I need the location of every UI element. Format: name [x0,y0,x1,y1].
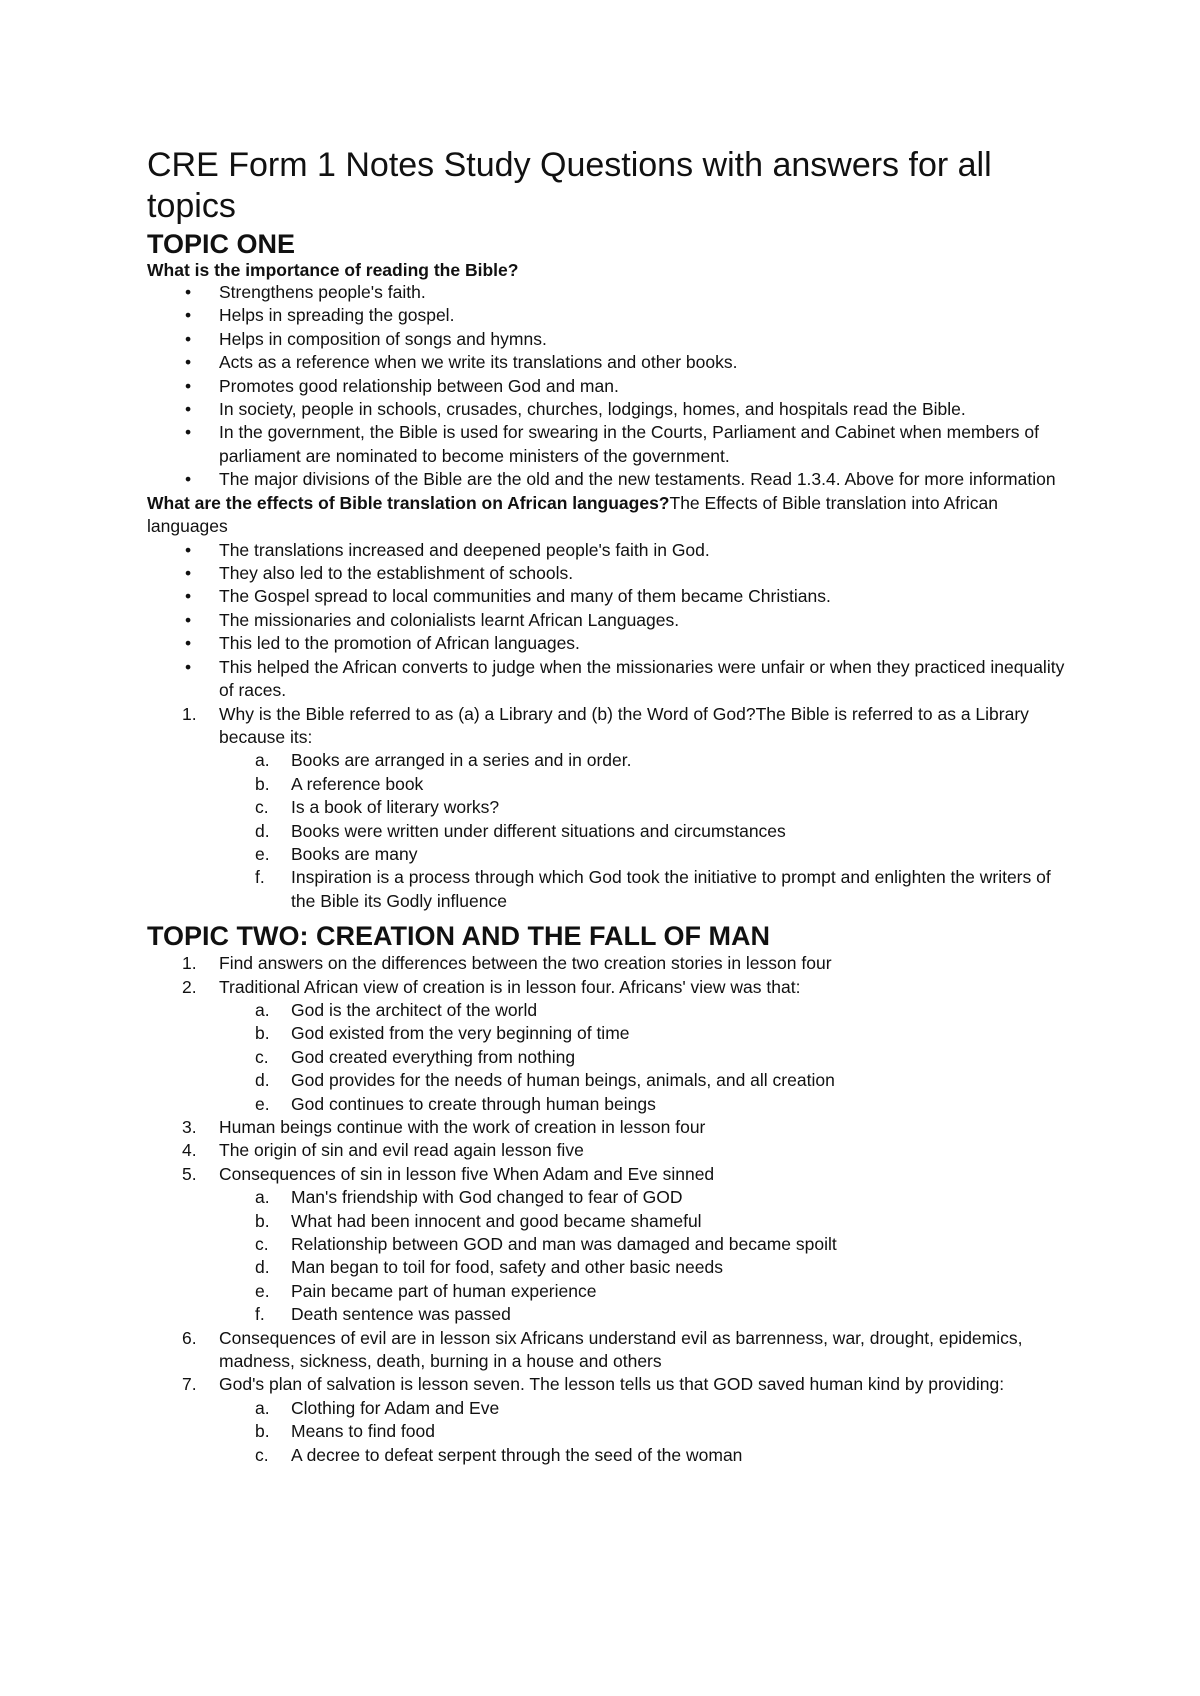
letter-marker: a. [255,1187,270,1208]
letter-marker: c. [255,797,269,818]
numbered-item-text: Consequences of sin in lesson five When Adam and Eve sinned [219,1163,715,1184]
numbered-item-text: Traditional African view of creation is in lesson four. Africans' view was that: [219,976,801,997]
list-item-text: They also led to the establishment of schools. [219,563,574,584]
sub-list [219,1186,1072,1326]
sub-item [147,1069,1072,1092]
letter-marker: e. [255,1280,270,1301]
sub-item-text: A decree to defeat serpent through the seed of the woman [291,1444,743,1465]
question-importance-of-bible: What is the importance of reading the Bible? [147,260,519,280]
sub-item-text: God is the architect of the world [291,999,538,1020]
list-item-text: The major divisions of the Bible are the old and the new testaments. Read 1.3.4. Above for more information [219,469,1056,490]
bullet-marker: • [185,305,192,326]
letter-marker: a. [255,999,270,1020]
numbered-item [147,952,1072,975]
list-item [147,421,1072,468]
list-item-text: Helps in spreading the gospel. [219,305,455,326]
number-marker: 7. [182,1374,197,1395]
number-marker: 3. [182,1117,197,1137]
bullet-marker: • [185,563,192,584]
sub-item [147,1444,1072,1467]
bullet-marker: • [185,399,192,420]
list-item [147,539,1072,562]
list-item [147,585,1072,608]
bullet-marker: • [185,539,192,560]
letter-marker: b. [255,1210,270,1231]
sub-item-text: Is a book of literary works? [291,797,500,818]
list-item-text: Promotes good relationship between God and man. [219,375,619,396]
sub-item [147,843,1072,866]
bullet-marker: • [185,469,192,490]
numbered-item-text: God's plan of salvation is lesson seven. The lesson tells us that GOD saved human kind by providing: [219,1374,1005,1395]
topic-two-numbered-list [147,952,1072,1467]
letter-marker: a. [255,750,270,771]
number-marker: 4. [182,1140,197,1161]
numbered-item [147,1163,1072,1327]
list-item [147,351,1072,374]
list-item-text: In society, people in schools, crusades, churches, lodgings, homes, and hospitals read the Bible. [219,399,966,420]
sub-item-text: Man's friendship with God changed to fear of GOD [291,1187,683,1208]
sub-item [147,1046,1072,1069]
list-item [147,468,1072,491]
letter-marker: c. [255,1046,269,1067]
list-item-text: Helps in composition of songs and hymns. [219,328,547,349]
sub-item [147,866,1072,913]
number-marker: 1. [182,953,197,974]
topic-one-numbered-list [147,703,1072,914]
sub-item [147,796,1072,819]
sub-item [147,749,1072,772]
sub-list [219,1397,1072,1467]
numbered-item-text: The origin of sin and evil read again lesson five [219,1140,584,1161]
numbered-item-text: Why is the Bible referred to as (a) a Library and (b) the Word of God?The Bible is referred to as a Library because its: [219,703,1029,747]
sub-item [147,1280,1072,1303]
bullet-marker: • [185,586,192,607]
sub-list [219,749,1072,913]
question-lead: What are the effects of Bible translation on African languages? [147,492,670,513]
list-item-text: The translations increased and deepened people's faith in God. [219,539,710,560]
number-marker: 2. [182,976,197,997]
number-marker: 5. [182,1163,197,1184]
sub-item-text: Clothing for Adam and Eve [291,1397,500,1418]
list-item [147,304,1072,327]
sub-item [147,773,1072,796]
letter-marker: b. [255,1421,270,1442]
sub-item-text: What had been innocent and good became shameful [291,1210,702,1231]
sub-item-text: Man began to toil for food, safety and other basic needs [291,1257,723,1278]
sub-item-text: Books were written under different situations and circumstances [291,820,786,841]
letter-marker: f. [255,1304,265,1325]
sub-item [147,1397,1072,1420]
question-effects-of-translation [147,492,1072,539]
sub-list [219,999,1072,1116]
list-item-text: The missionaries and colonialists learnt African Languages. [219,609,680,630]
letter-marker: b. [255,1023,270,1044]
sub-item-text: Inspiration is a process through which God took the initiative to prompt and enlighten the writers of the Bible its Godly influence [291,867,1051,911]
list-item-text: Acts as a reference when we write its translations and other books. [219,352,738,373]
bullet-marker: • [185,422,192,443]
list-item [147,281,1072,304]
sub-item-text: Books are arranged in a series and in order. [291,750,632,771]
list-item-text: This led to the promotion of African languages. [219,633,580,654]
sub-item-text: Books are many [291,843,418,864]
list-item [147,609,1072,632]
bullet-marker: • [185,633,192,654]
number-marker: 1. [182,703,197,724]
list-item-text: Strengthens people's faith. [219,282,426,302]
letter-marker: a. [255,1397,270,1418]
numbered-item-text: Find answers on the differences between the two creation stories in lesson four [219,953,832,974]
document-page [147,145,1072,1467]
topic-two-heading: TOPIC TWO: CREATION AND THE FALL OF MAN [147,921,770,952]
sub-item [147,1256,1072,1279]
sub-item [147,820,1072,843]
effects-bullet-list [147,539,1072,703]
sub-item-text: Means to find food [291,1421,435,1442]
bullet-marker: • [185,375,192,396]
sub-item [147,1233,1072,1256]
numbered-item-text: Consequences of evil are in lesson six Africans understand evil as barrenness, war, drought, epidemics, madness, sickness, death, burning in a house and others [219,1327,1023,1372]
sub-item-text: God continues to create through human beings [291,1093,656,1114]
list-item-text: In the government, the Bible is used for swearing in the Courts, Parliament and Cabinet when members of parliament are nominated to become ministers of the government. [219,422,1040,466]
numbered-item [147,976,1072,1116]
list-item-text: This helped the African converts to judge when the missionaries were unfair or when they practiced inequality of races. [219,656,1065,701]
list-item [147,656,1072,703]
importance-bullet-list [147,281,1072,492]
numbered-item [147,703,1072,914]
letter-marker: e. [255,1093,270,1114]
sub-item [147,999,1072,1022]
letter-marker: d. [255,1257,270,1278]
letter-marker: c. [255,1234,269,1255]
list-item-text: The Gospel spread to local communities and many of them became Christians. [219,586,831,607]
sub-item-text: God provides for the needs of human beings, animals, and all creation [291,1070,835,1091]
sub-item-text: God existed from the very beginning of time [291,1023,630,1044]
numbered-item [147,1373,1072,1467]
list-item [147,398,1072,421]
numbered-item-text: Human beings continue with the work of creation in lesson four [219,1117,706,1137]
sub-item [147,1186,1072,1209]
list-item [147,375,1072,398]
list-item [147,562,1072,585]
numbered-item [147,1139,1072,1162]
sub-item [147,1303,1072,1326]
bullet-marker: • [185,609,192,630]
letter-marker: d. [255,820,270,841]
sub-item-text: Death sentence was passed [291,1304,511,1325]
letter-marker: c. [255,1444,269,1465]
question-answer-intro: The Effects of Bible translation into African languages [147,492,998,537]
sub-item-text: God created everything from nothing [291,1046,576,1067]
document-title: CRE Form 1 Notes Study Questions with answers for all topics [147,146,992,225]
sub-item [147,1022,1072,1045]
numbered-item [147,1116,1072,1139]
list-item [147,328,1072,351]
sub-item-text: Pain became part of human experience [291,1280,597,1301]
number-marker: 6. [182,1327,197,1348]
sub-item [147,1420,1072,1443]
letter-marker: f. [255,867,265,888]
letter-marker: e. [255,843,270,864]
list-item [147,632,1072,655]
sub-item [147,1210,1072,1233]
topic-one-heading: TOPIC ONE [147,229,296,259]
letter-marker: b. [255,773,270,794]
bullet-marker: • [185,282,192,302]
sub-item-text: Relationship between GOD and man was damaged and became spoilt [291,1234,837,1255]
numbered-item [147,1327,1072,1374]
bullet-marker: • [185,656,192,677]
letter-marker: d. [255,1070,270,1091]
bullet-marker: • [185,352,192,373]
bullet-marker: • [185,328,192,349]
sub-item-text: A reference book [291,773,424,794]
sub-item [147,1093,1072,1116]
